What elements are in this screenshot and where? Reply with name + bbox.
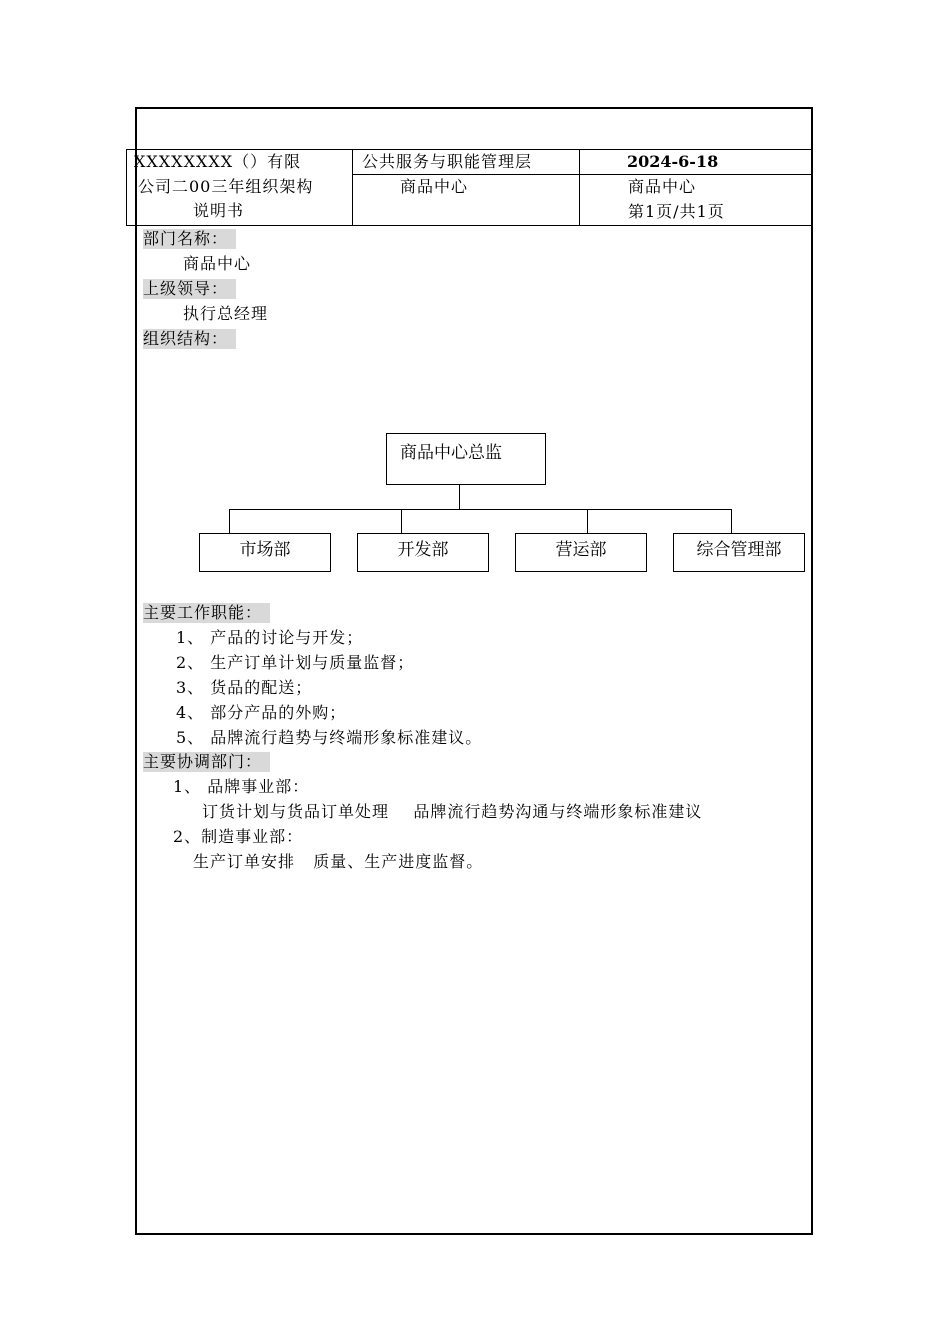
superior-value: 执行总经理 bbox=[183, 304, 269, 323]
org-connector-horizontal bbox=[229, 509, 732, 510]
duties-label: 主要工作职能： bbox=[143, 603, 270, 623]
org-box-admin: 综合管理部 bbox=[673, 533, 805, 572]
org-box-market: 市场部 bbox=[199, 533, 331, 572]
superior-label: 上级领导： bbox=[143, 279, 236, 299]
duty-item: 2、 生产订单计划与质量监督； bbox=[176, 653, 415, 672]
header-date: 2024-6-18 bbox=[627, 152, 719, 171]
org-connector-drop bbox=[587, 509, 588, 534]
org-box-operations: 营运部 bbox=[515, 533, 647, 572]
org-box-development: 开发部 bbox=[357, 533, 489, 572]
duty-item: 1、 产品的讨论与开发； bbox=[176, 628, 364, 647]
header-dept-right: 商品中心 bbox=[628, 177, 697, 196]
header-department: 商品中心 bbox=[400, 177, 469, 196]
company-name-line3: 说明书 bbox=[193, 201, 245, 220]
org-connector-drop bbox=[731, 509, 732, 534]
duty-item: 3、 货品的配送； bbox=[176, 678, 313, 697]
coord-2-items: 生产订单安排 质量、生产进度监督。 bbox=[193, 852, 484, 871]
company-name-line2: 公司二00三年组织架构 bbox=[138, 177, 314, 196]
org-connector-drop bbox=[229, 509, 230, 534]
org-top-box: 商品中心总监 bbox=[386, 433, 546, 485]
org-connector-drop bbox=[401, 509, 402, 534]
coord-label: 主要协调部门： bbox=[143, 752, 270, 772]
header-page-number: 第1页/共1页 bbox=[628, 202, 725, 221]
duty-item: 4、 部分产品的外购； bbox=[176, 703, 347, 722]
coord-2-title: 2、制造事业部： bbox=[173, 827, 304, 846]
dept-name-value: 商品中心 bbox=[183, 254, 252, 273]
coord-1-title: 1、 品牌事业部： bbox=[173, 777, 310, 796]
company-name-line1: XXXXXXXX（）有限 bbox=[134, 152, 302, 171]
coord-1-items: 订货计划与货品订单处理 品牌流行趋势沟通与终端形象标准建议 bbox=[202, 802, 703, 821]
duty-item: 5、 品牌流行趋势与终端形象标准建议。 bbox=[176, 728, 483, 747]
header-layer: 公共服务与职能管理层 bbox=[362, 152, 533, 171]
structure-label: 组织结构： bbox=[143, 329, 236, 349]
dept-name-label: 部门名称： bbox=[143, 229, 236, 249]
org-connector-vertical bbox=[459, 485, 460, 509]
